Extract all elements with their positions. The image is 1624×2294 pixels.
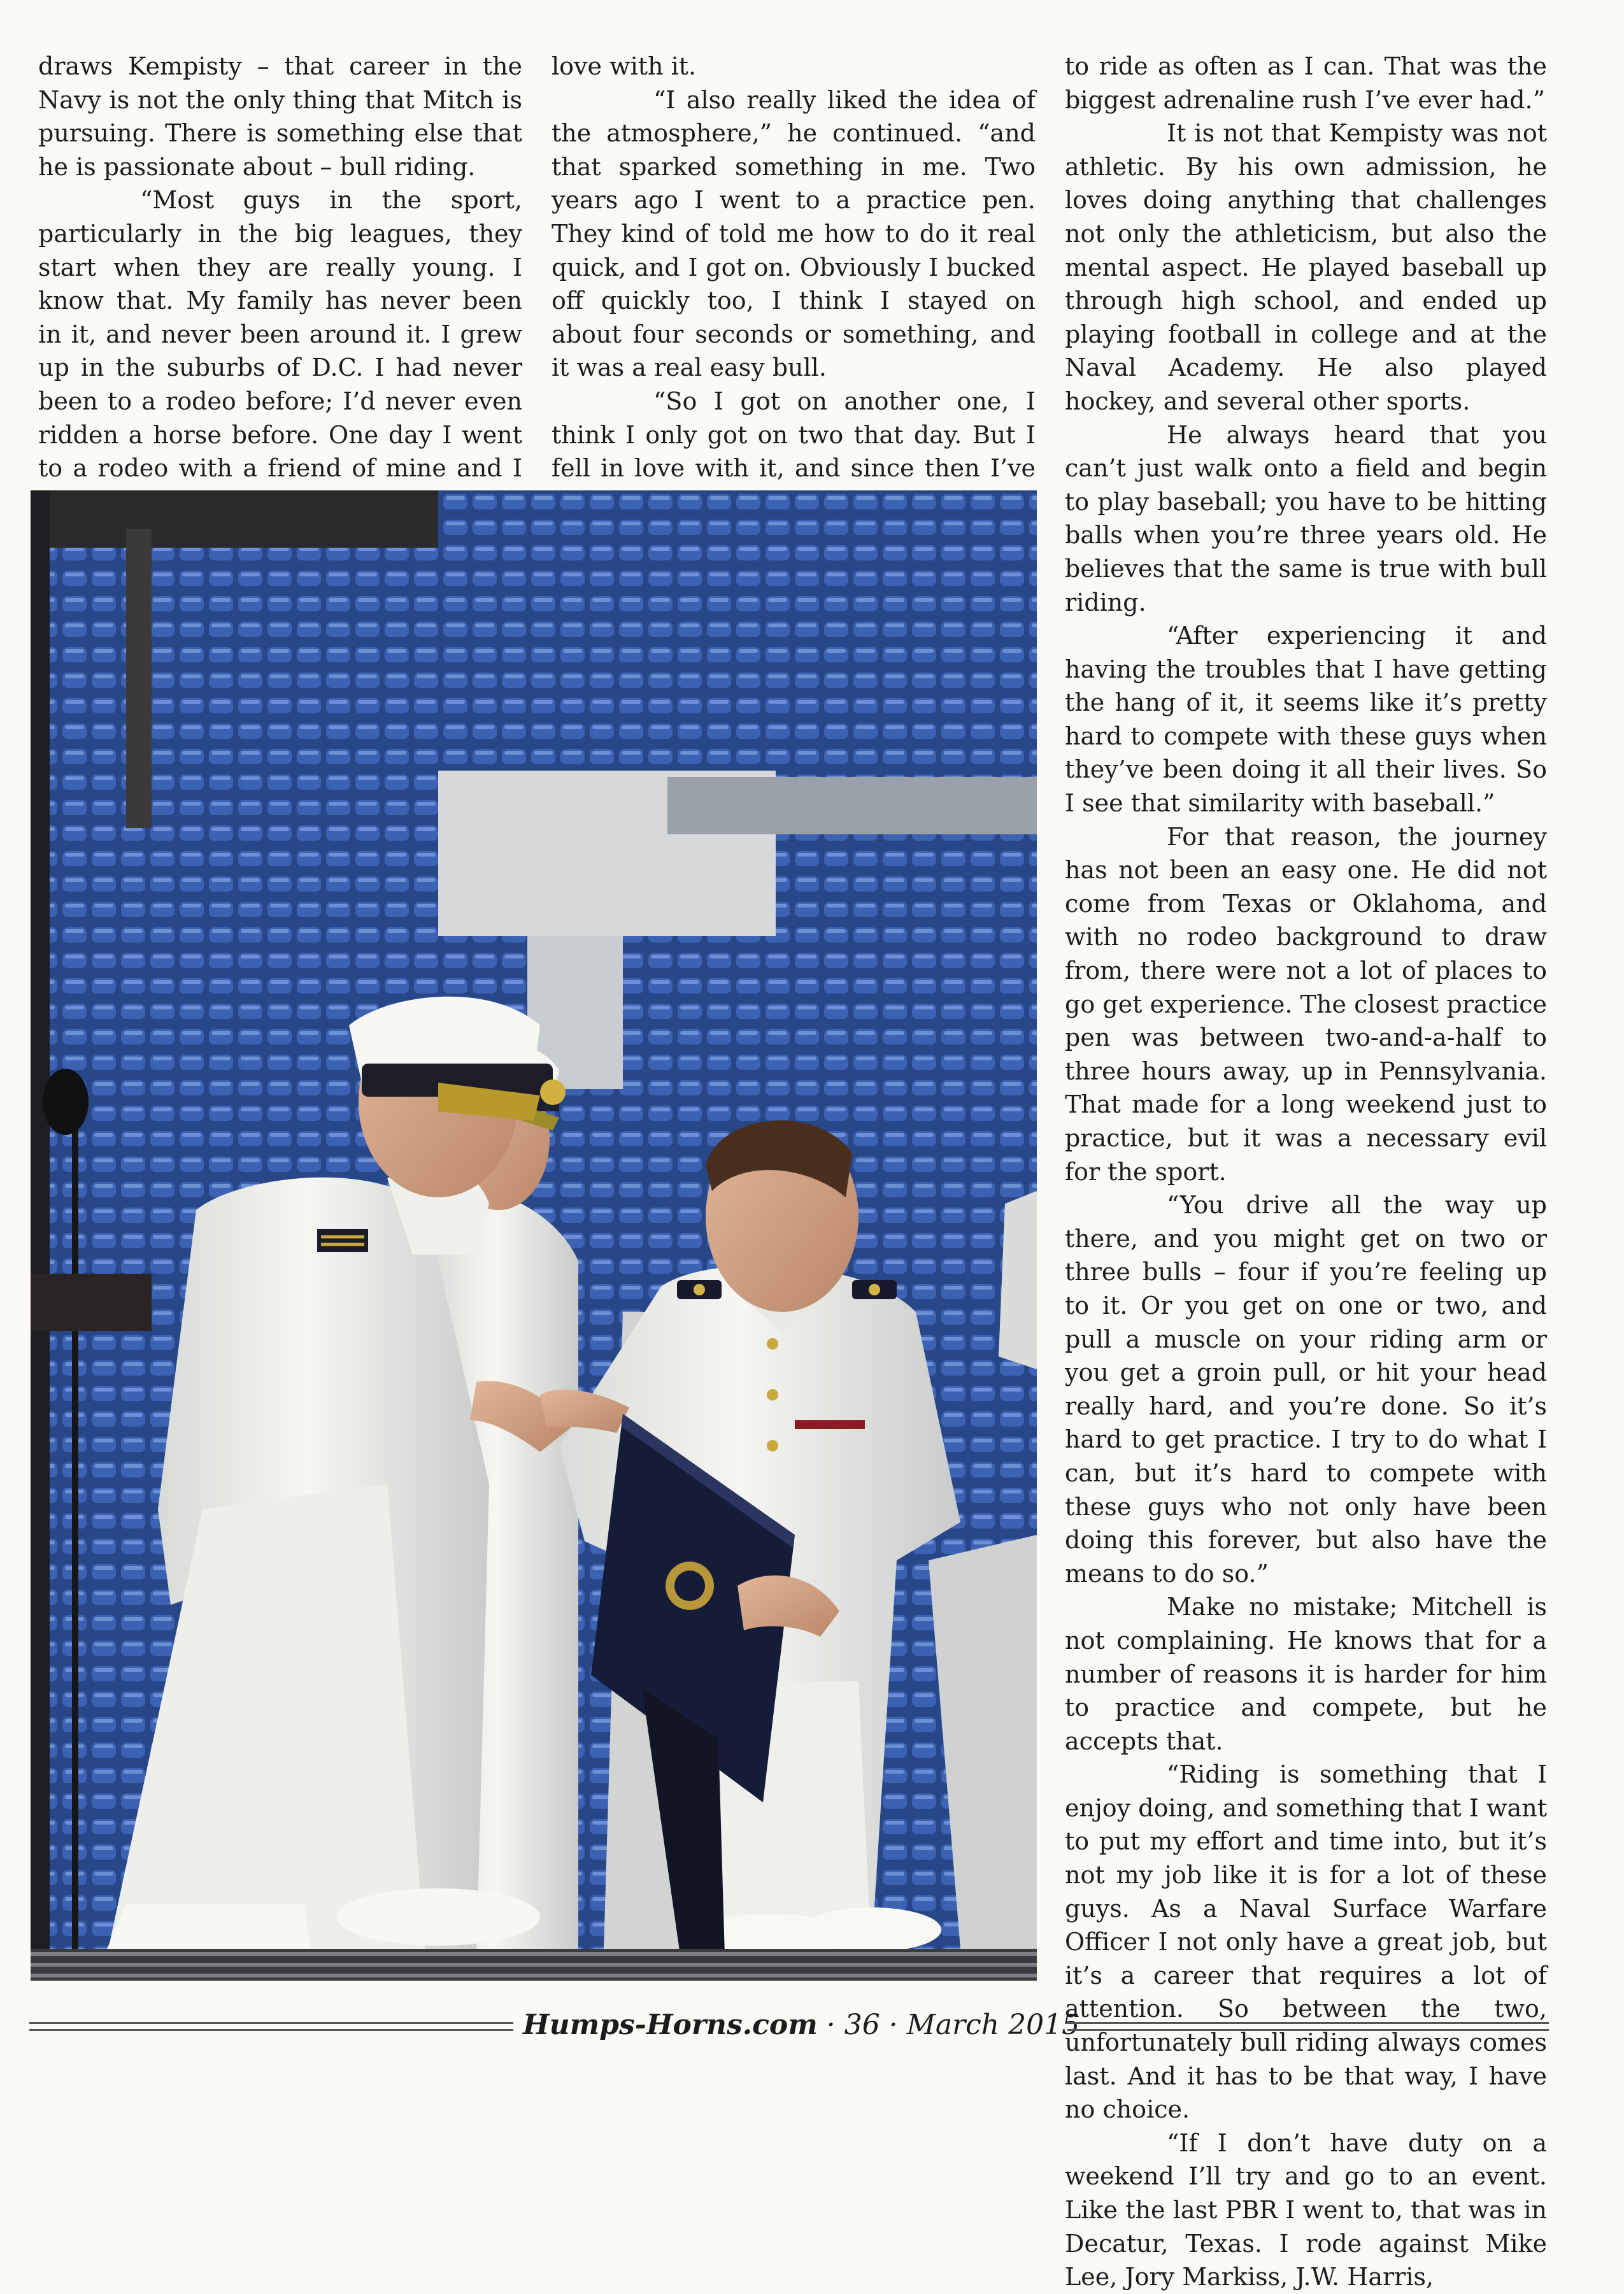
- graduation-photo: [31, 490, 1037, 1981]
- paragraph: “You drive all the way up there, and you might get on two or three bulls – four if you’re feeling up to it. Or you get on one or two, and pull a muscle on your riding arm or you get a groin pull, or hit your head really hard, and you’re done. So it’s hard to get practice. I try to do what I can, but it’s hard to compete with these guys who not only have been doing this forever, but also have the means to do so.”: [1065, 1191, 1547, 1588]
- paragraph: For that reason, the journey has not been an easy one. He did not come from Texas or Oklahoma, and with no rodeo background to draw from, there were not a lot of places to go get experience. The closest practice pen was between two-and-a-half to three hours away, up in Pennsylvania. That made for a long weekend just to practice, but it was a necessary evil for the sport.: [1065, 822, 1547, 1186]
- footer-page-number: 36: [844, 2009, 880, 2041]
- paragraph: love with it.: [552, 52, 697, 80]
- paragraph: to ride as often as I can. That was the biggest adrenaline rush I’ve ever had.”: [1065, 52, 1547, 114]
- paragraph: It is not that Kempisty was not athletic. By his own admission, he loves doing anything that challenges not only the athleticism, but also the mental aspect. He played baseball up through high school, and ended up playing football in college and at the Naval Academy. He also played hockey, and several other sports.: [1065, 119, 1547, 415]
- footer-date: March 2015: [906, 2009, 1080, 2041]
- paragraph: draws Kempisty – that career in the Navy is not the only thing that Mitch is pursuing. There is something else that he is passionate about – bull riding.: [38, 52, 522, 181]
- footer-rule-right: [1067, 2022, 1549, 2031]
- footer-separator: ·: [826, 2009, 836, 2041]
- text-column-3: [1065, 50, 1547, 2294]
- paragraph: “Most guys in the sport, particularly in the big leagues, they start when they are really young. I know that. My family has never been in it, and never been around it. I grew up in the suburbs of D.C. I had never been to a rodeo before; I’d never even ridden a horse before. One day I went to a rodeo with a friend of mine and I: [38, 186, 522, 483]
- text-column-1: [38, 50, 522, 518]
- paragraph: “I also really liked the idea of the atmosphere,” he continued. “and that sparked something in me. Two years ago I went to a practice pen. They kind of told me how to do it real quick, and I got on. Obviously I bucked off quickly too, I think I stayed on about four seconds or something, and it was a real easy bull.: [552, 85, 1036, 382]
- paragraph: “If I don’t have duty on a weekend I’ll try and go to an event. Like the last PBR I went to, that was in Decatur, Texas. I rode against Mike Lee, Jory Markiss, J.W. Harris,: [1065, 2128, 1547, 2291]
- paragraph: “Riding is something that I enjoy doing, and something that I want to put my effort and time into, but it’s not my job like it is for a lot of these guys. As a Naval Surface Warfare Officer I not only have a great job, but it’s a career that requires a lot of attention. So between the two, unfortunately bull riding always comes last. And it has to be that way, I have no choice.: [1065, 1760, 1547, 2124]
- footer-rule-left: [29, 2022, 513, 2031]
- footer-site: Humps-Horns.com: [523, 2009, 818, 2041]
- footer-separator: ·: [888, 2009, 898, 2041]
- text-column-2: [552, 50, 1036, 518]
- paragraph: He always heard that you can’t just walk onto a field and begin to play baseball; you have to be hitting balls when you’re three years old. He believes that the same is true with bull riding.: [1065, 420, 1547, 616]
- paragraph: Make no mistake; Mitchell is not complaining. He knows that for a number of reasons it is harder for him to practice and compete, but he accepts that.: [1065, 1593, 1547, 1755]
- paragraph: “So I got on another one, I think I only got on two that day. But I fell in love with it, and since then I’ve: [552, 387, 1036, 483]
- paragraph: “After experiencing it and having the troubles that I have getting the hang of it, it seems like it’s pretty hard to compete with these guys when they’ve been doing it all their lives. So I see that similarity with baseball.”: [1065, 622, 1547, 818]
- page-footer: [29, 2006, 1549, 2044]
- footer-text: [523, 2006, 1080, 2044]
